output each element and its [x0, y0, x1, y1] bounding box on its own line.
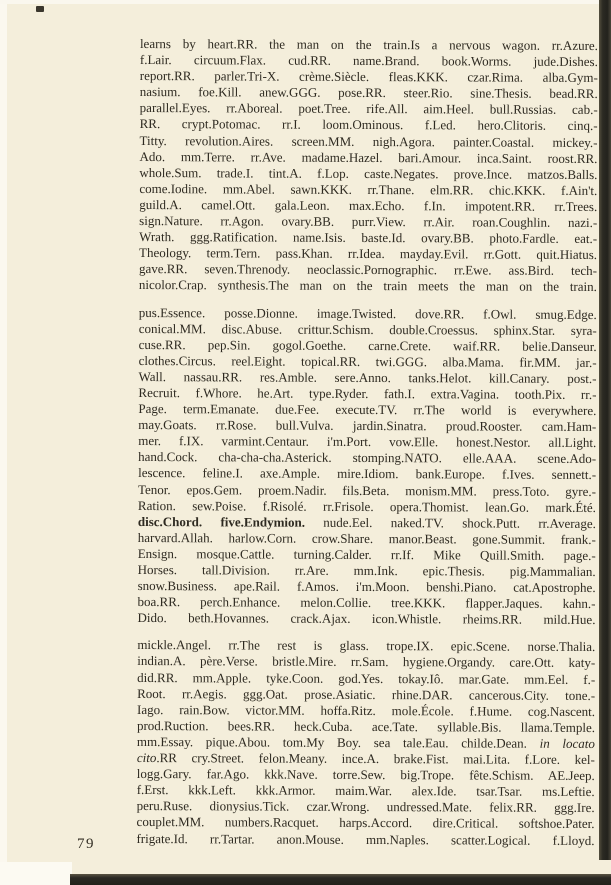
text-line: guild.A. camel.Ott. gala.Leon. max.Echo. f.In. impotent.RR. rr.Trees.	[139, 196, 598, 214]
text-line: Root. rr.Aegis. ggg.Oat. prose.Asiatic. rhine.DAR. cancerous.City. tone.-	[137, 685, 596, 703]
text-line: couplet.MM. numbers.Racquet. harps.Accord. dire.Critical. softshoe.Pater.	[136, 814, 595, 832]
text-line	[138, 514, 596, 532]
text-line: mickle.Angel. rr.The rest is glass. trope.IX. epic.Scene. norse.Thalia.	[137, 637, 596, 655]
italic-phrase: in locato	[539, 735, 595, 751]
text-line: Tenor. epos.Gem. proem.Nadir. fils.Beta. monism.MM. press.Toto. gyre.-	[137, 481, 597, 499]
scan-edge-right	[599, 0, 611, 860]
text-line: Horses. tall.Division. rr.Are. mm.Ink. epic.Thesis. pig.Mammalian.	[137, 561, 596, 579]
text-line: mer. f.IX. varmint.Centaur. i'm.Port. vow.Elle. honest.Nestor. all.Light.	[138, 433, 597, 451]
page-number: 79	[77, 836, 95, 852]
text-line: gave.RR. seven.Threnody. neoclassic.Pornographic. rr.Ewe. ass.Bird. tech-	[138, 261, 598, 279]
text-line: report.RR. parler.Tri-X. crème.Siècle. fleas.KKK. czar.Rima. alba.Gym-	[139, 68, 598, 86]
text-line: clothes.Circus. reel.Eight. topical.RR. twi.GGG. alba.Mama. fir.MM. jar.-	[138, 352, 597, 370]
text-line: nasium. foe.Kill. anew.GGG. pose.RR. steer.Rio. sine.Thesis. bead.RR.	[139, 84, 598, 102]
text-line: whole.Sum. trade.I. tint.A. f.Lop. caste.Negates. prove.Ince. matzos.Balls.	[139, 164, 598, 182]
paragraph	[137, 304, 596, 628]
text-line: pus.Essence. posse.Dionne. image.Twisted. dove.RR. f.Owl. smug.Edge.	[138, 304, 597, 322]
text-line: frigate.Id. rr.Tartar. anon.Mouse. mm.Naples. scatter.Logical. f.Lloyd.	[136, 830, 595, 848]
scan-edge-bottom	[70, 874, 611, 885]
text-line: harvard.Allah. harlow.Corn. crow.Share. manor.Beast. gone.Summit. frank.-	[137, 529, 596, 547]
text-line: Page. term.Emanate. due.Fee. execute.TV. rr.The world is everywhere.	[138, 401, 597, 419]
text-line: Iago. rain.Bow. victor.MM. hoffa.Ritz. mole.École. f.Hume. cog.Nascent.	[137, 701, 596, 719]
text-line: indian.A. père.Verse. bristle.Mire. rr.Sam. hygiene.Organdy. care.Ott. katy-	[137, 653, 596, 671]
text-line: peru.Ruse. dionysius.Tick. czar.Wrong. undressed.Mate. felix.RR. ggg.Ire.	[136, 798, 595, 816]
paragraph	[139, 36, 598, 295]
text-line: Dido. beth.Hovannes. crack.Ajax. icon.Whistle. rheims.RR. mild.Hue.	[137, 610, 596, 628]
text-line: cuse.RR. pep.Sin. gogol.Goethe. carne.Crete. waif.RR. belie.Danseur.	[138, 336, 597, 354]
text-line	[137, 750, 595, 768]
text-line: come.Iodine. mm.Abel. sawn.KKK. rr.Thane. elm.RR. chic.KKK. f.Ain't.	[139, 180, 598, 198]
text-line: sign.Nature. rr.Agon. ovary.BB. purr.View. rr.Air. roan.Coughlin. nazi.-	[139, 213, 598, 231]
text-block	[136, 36, 598, 860]
italic-phrase: cito	[136, 750, 157, 766]
text-line: Wall. nassau.RR. res.Amble. sere.Anno. tanks.Helot. kill.Canary. post.-	[138, 368, 597, 386]
text-segment: .RR cry.Street. felon.Meany. ince.A. brake.Fist. mai.Lita. f.Lore. kel-	[156, 750, 595, 768]
text-line: Ration. sew.Poise. f.Risolé. rr.Frisole. opera.Thomist. lean.Go. mark.Été.	[137, 497, 596, 515]
text-line: prod.Ruction. bees.RR. heck.Cuba. ace.Tate. syllable.Bis. llama.Temple.	[136, 717, 596, 735]
text-line: Theology. term.Tern. pass.Khan. rr.Idea. mayday.Evil. rr.Gott. quit.Hiatus.	[139, 245, 598, 263]
text-line: Recruit. f.Whore. he.Art. type.Ryder. fath.I. extra.Vagina. tooth.Pix. rr.-	[138, 384, 597, 402]
scan-artifact-mark	[36, 6, 44, 12]
text-segment: nude.Eel. naked.TV. shock.Putt. rr.Average.	[304, 514, 596, 531]
text-line: parallel.Eyes. rr.Aboreal. poet.Tree. rife.All. aim.Heel. bull.Russias. cab.-	[139, 100, 598, 118]
text-line: logg.Gary. far.Ago. kkk.Nave. torre.Sew. big.Trope. fête.Schism. AE.Jeep.	[136, 766, 595, 784]
text-line: RR. crypt.Potomac. rr.I. loom.Ominous. f.Led. hero.Clitoris. cinq.-	[139, 116, 598, 134]
paragraph	[136, 637, 595, 848]
text-line: hand.Cock. cha-cha-cha.Asterick. stomping.NATO. elle.AAA. scene.Ado-	[138, 449, 597, 467]
text-line: nicolor.Crap. synthesis.The man on the train meets the man on the train.	[138, 277, 597, 295]
text-line	[137, 734, 595, 752]
text-line: f.Erst. kkk.Left. kkk.Armor. maim.War. alex.Ide. tsar.Tsar. ms.Leftie.	[136, 782, 595, 800]
text-line: snow.Business. ape.Rail. f.Amos. i'm.Moon. benshi.Piano. cat.Apostrophe.	[137, 578, 596, 596]
text-line: learns by heart.RR. the man on the train.Is a nervous wagon. rr.Azure.	[139, 36, 598, 53]
text-line: Ensign. mosque.Cattle. turning.Calder. rr.If. Mike Quill.Smith. page.-	[137, 545, 596, 563]
text-line: Ado. mm.Terre. rr.Ave. madame.Hazel. bari.Amour. inca.Saint. roost.RR.	[139, 148, 598, 166]
text-line: did.RR. mm.Apple. tyke.Coon. god.Yes. tokay.Iô. mar.Gate. mm.Eel. f.-	[137, 669, 596, 687]
scan-edge-top	[0, 0, 611, 4]
text-line: may.Goats. rr.Rose. bull.Vulva. jardin.Sinatra. proud.Rooster. cam.Ham-	[138, 417, 597, 435]
text-line: Wrath. ggg.Ratification. name.Isis. baste.Id. ovary.BB. photo.Fardle. eat.-	[139, 229, 598, 247]
text-line: conical.MM. disc.Abuse. crittur.Schism. double.Croessus. sphinx.Star. syra-	[138, 320, 597, 338]
text-line: Titty. revolution.Aires. screen.MM. nigh.Agora. painter.Coastal. mickey.-	[139, 132, 598, 150]
text-line: boa.RR. perch.Enhance. melon.Collie. tree.KKK. flapper.Jaques. kahn.-	[137, 594, 596, 612]
scan-edge-left	[0, 0, 7, 885]
bold-phrase: disc.Chord. five.Endymion.	[137, 513, 306, 530]
text-segment: mm.Essay. pique.Abou. tom.My Boy. sea tale.Eau. childe.Dean.	[136, 733, 540, 751]
text-line: lescence. feline.I. axe.Ample. mire.Idiom. bank.Europe. f.Ives. sennett.-	[138, 465, 597, 483]
scan-corner-bottom-left	[0, 862, 72, 885]
text-line: f.Lair. circuum.Flax. cud.RR. name.Brand. book.Worms. jude.Dishes.	[139, 52, 598, 70]
